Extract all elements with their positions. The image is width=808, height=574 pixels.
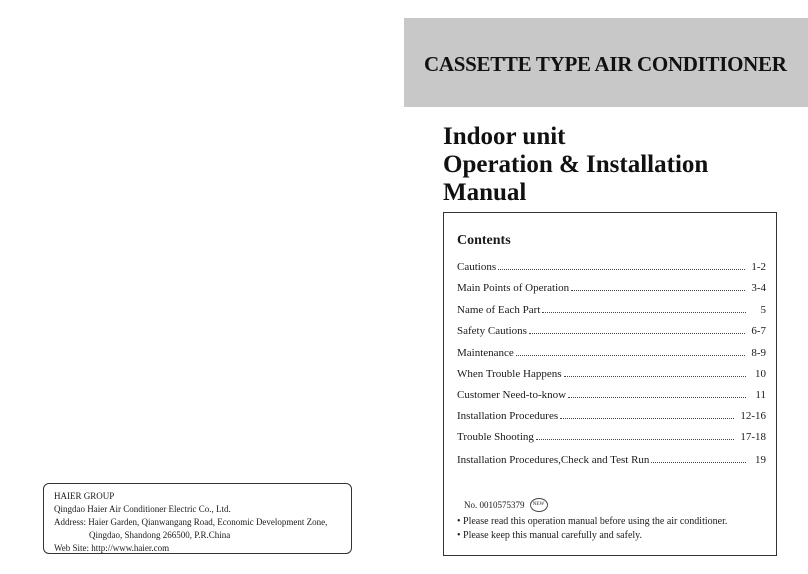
toc-leader-dots [498,268,745,270]
company-address-line-1: Address: Haier Garden, Qianwangang Road, Economic Development Zone, [54,517,328,527]
company-address-line-2: Qingdao, Shandong 266500, P.R.China [89,530,231,540]
title-banner [404,18,808,107]
headline-line-1: Indoor unit [443,123,566,150]
toc-label: Main Points of Operation [457,282,570,294]
toc-page-number: 3-4 [751,282,766,294]
banner-title: CASSETTE TYPE AIR CONDITIONER [424,52,787,76]
toc-page-number: 12-16 [740,410,766,422]
toc-label: When Trouble Happens [457,368,562,380]
company-name: HAIER GROUP [54,491,115,501]
toc-row[interactable] [457,260,766,274]
company-address-box [43,483,352,554]
contents-heading: Contents [457,233,511,248]
toc-page-number: 6-7 [751,325,766,337]
toc-label: Safety Cautions [457,325,527,337]
toc-leader-dots [516,354,746,356]
toc-leader-dots [564,375,747,377]
note-keep-manual: • Please keep this manual carefully and safely. [457,530,643,541]
toc-label: Maintenance [457,347,514,359]
toc-row[interactable] [457,388,766,402]
company-website[interactable]: Web Site: http://www.haier.com [54,543,170,553]
toc-leader-dots [560,417,734,419]
toc-label: Customer Need-to-know [457,389,567,401]
toc-label: Cautions [457,261,497,273]
toc-leader-dots [571,289,745,291]
new-badge-icon: NEW [530,498,548,512]
toc-row[interactable] [457,303,766,317]
toc-page-number: 19 [755,454,766,466]
toc-leader-dots [651,461,746,463]
toc-leader-dots [536,438,734,440]
toc-label: Installation Procedures [457,410,559,422]
toc-label: Installation Procedures,Check and Test Run [457,454,650,466]
toc-row[interactable] [457,430,766,444]
note-read-manual: • Please read this operation manual before using the air conditioner. [457,516,728,527]
headline-line-3: Manual [443,179,527,206]
toc-page-number: 8-9 [751,347,766,359]
toc-row[interactable] [457,367,766,381]
toc-label: Trouble Shooting [457,431,534,443]
toc-leader-dots [568,396,746,398]
toc-page-number: 1-2 [751,261,766,273]
toc-label: Name of Each Part [457,304,541,316]
toc-page-number: 5 [760,304,766,316]
toc-page-number: 17-18 [740,431,766,443]
toc-page-number: 11 [755,389,766,401]
toc-row[interactable] [457,324,766,338]
headline-line-2: Operation & Installation [443,151,709,178]
toc-row[interactable] [457,346,766,360]
document-number [464,498,548,512]
toc-page-number: 10 [755,368,766,380]
toc-leader-dots [542,311,746,313]
toc-row[interactable] [457,453,766,467]
toc-leader-dots [529,332,745,334]
company-division: Qingdao Haier Air Conditioner Electric Co., Ltd. [54,504,231,514]
toc-row[interactable] [457,409,766,423]
contents-box [443,212,777,556]
document-number-text: No. 0010575379 [464,500,525,510]
toc-row[interactable] [457,281,766,295]
